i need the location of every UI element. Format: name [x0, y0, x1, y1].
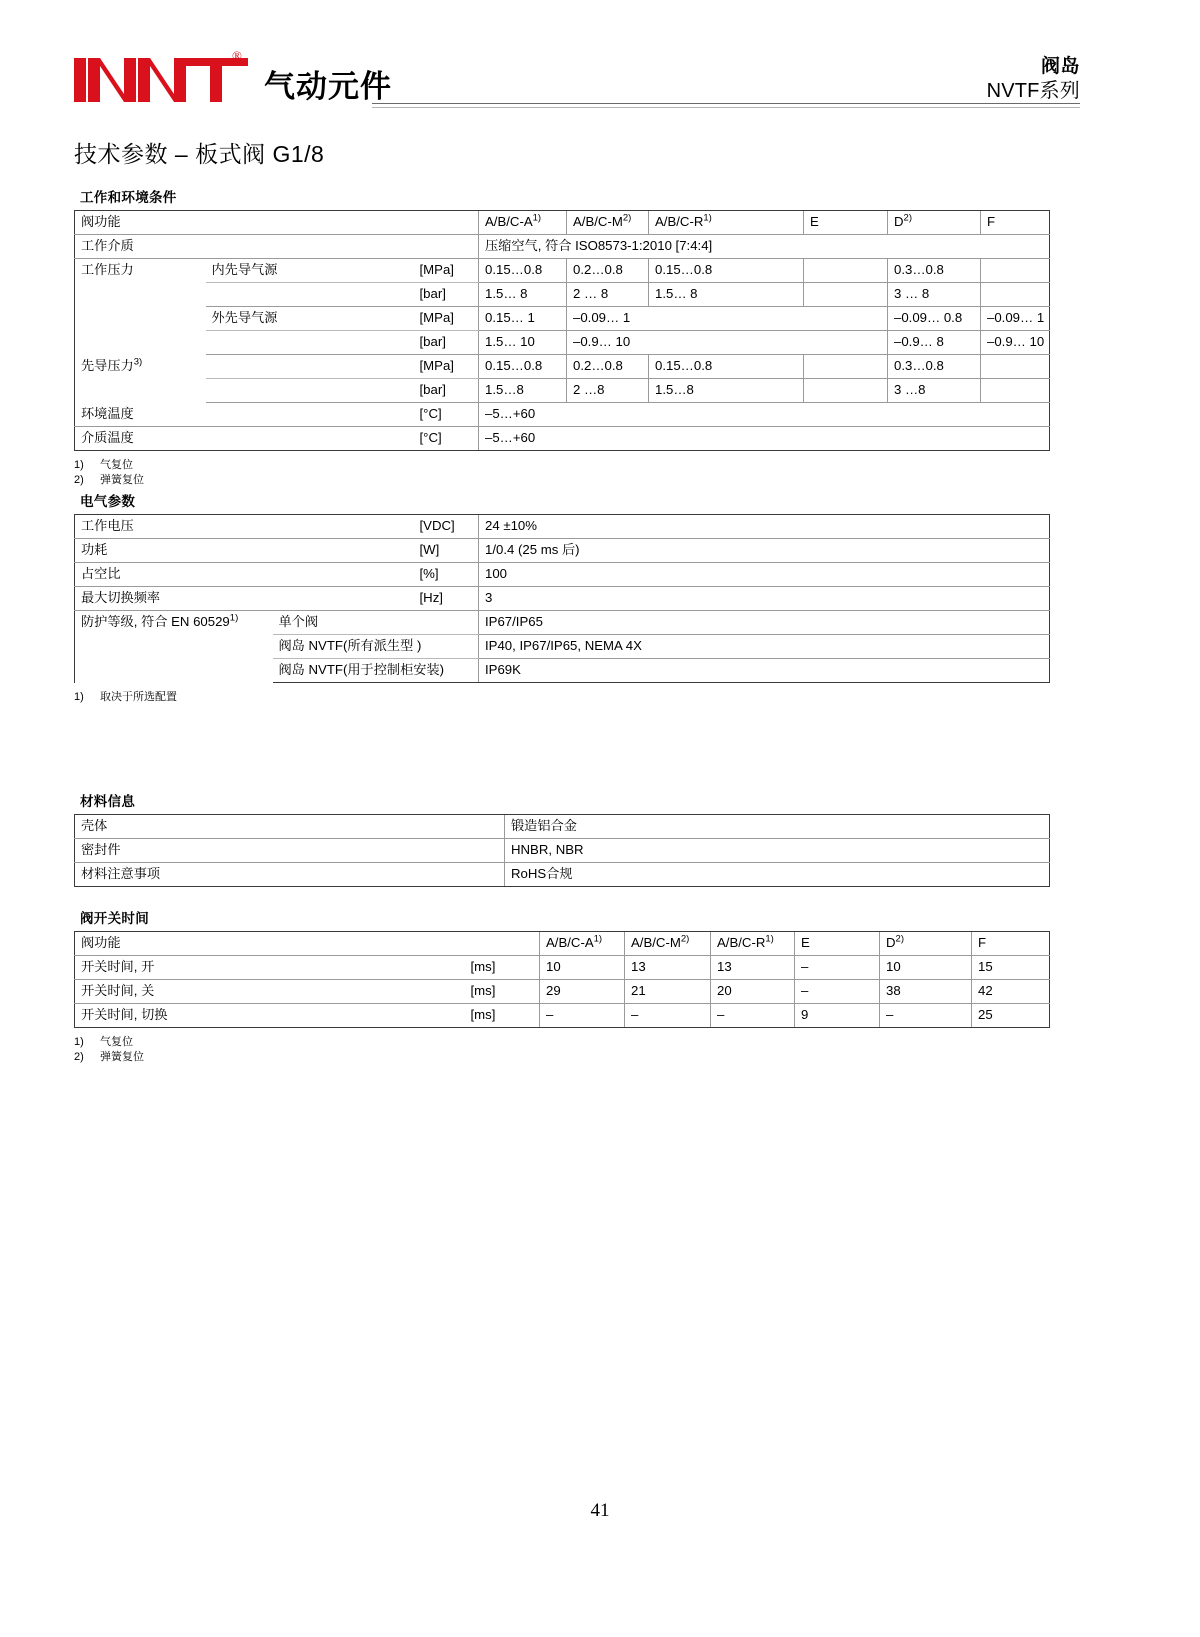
row-sub: 外先导气源	[206, 307, 414, 331]
footnote-item	[74, 1050, 1050, 1065]
cell-value: –0.9… 10	[981, 331, 1050, 355]
table-row	[75, 932, 1050, 956]
row-sub	[206, 403, 414, 427]
nnt-logo-icon	[72, 48, 250, 104]
cell-value: 0.2…0.8	[567, 355, 649, 379]
row-sub: 单个阀	[273, 611, 479, 635]
cell-value: 9	[795, 1004, 880, 1028]
header-title-series: NVTF系列	[986, 80, 1080, 102]
cell-value: 20	[711, 980, 795, 1004]
footnote-text: 弹簧复位	[100, 1051, 144, 1063]
brand-logo	[72, 48, 392, 104]
row-label: 密封件	[75, 839, 505, 863]
cell-value: 0.15… 1	[479, 307, 567, 331]
col-header-4: $D^{2)}$	[888, 211, 981, 235]
table-row	[75, 331, 1050, 355]
col-header-3: E	[804, 211, 888, 235]
row-label: 介质温度	[75, 427, 206, 451]
footnote-item	[74, 473, 1050, 488]
table-operating-conditions	[74, 210, 1050, 451]
col-header-1: $A/B/C-M^{2)}$	[625, 932, 711, 956]
cell-value: 1.5… 10	[479, 331, 567, 355]
row-sub: 阀岛 NVTF(用于控制柜安装)	[273, 659, 479, 683]
row-label: 功耗	[75, 539, 414, 563]
row-label: 材料注意事项	[75, 863, 505, 887]
footnote-number: 1)	[74, 1036, 84, 1048]
section-label-switching: 阀开关时间	[80, 911, 149, 926]
row-sub	[206, 283, 414, 307]
page-header	[0, 0, 1200, 120]
cell-value: 25	[972, 1004, 1050, 1028]
cell-value: 0.15…0.8	[649, 355, 804, 379]
row-unit: [VDC]	[414, 515, 479, 539]
row-value-span: 压缩空气, 符合 ISO8573-1:2010 [7:4:4]	[479, 235, 1050, 259]
cell-value: 1/0.4 (25 ms 后)	[479, 539, 1050, 563]
table-row	[75, 1004, 1050, 1028]
table-row	[75, 403, 1050, 427]
row-sub	[206, 331, 414, 355]
cell-value: 0.2…0.8	[567, 259, 649, 283]
cell-value: IP67/IP65	[479, 611, 1050, 635]
row-label: 环境温度	[75, 403, 206, 427]
row-sub	[206, 379, 414, 403]
footnote-text: 气复位	[100, 459, 133, 471]
cell-value: –	[625, 1004, 711, 1028]
row-unit: [°C]	[414, 427, 479, 451]
cell-value: 13	[711, 956, 795, 980]
row-label: 壳体	[75, 815, 505, 839]
cell-value: –	[711, 1004, 795, 1028]
cell-value: 21	[625, 980, 711, 1004]
table-row	[75, 211, 1050, 235]
row-unit: [MPa]	[414, 307, 479, 331]
cell-value	[804, 283, 888, 307]
row-label: 工作压力	[75, 259, 206, 355]
table-row	[75, 563, 1050, 587]
table-row	[75, 235, 1050, 259]
table-row	[75, 956, 1050, 980]
row-label: 阀功能	[75, 211, 206, 235]
cell-value: 0.3…0.8	[888, 259, 981, 283]
row-unit: [ms]	[465, 980, 540, 1004]
col-header-0: $A/B/C-A^{1)}$	[540, 932, 625, 956]
footnote-number: 2)	[74, 1051, 84, 1063]
section-operating-conditions	[74, 186, 1050, 488]
header-divider	[372, 103, 1080, 104]
row-label: 工作介质	[75, 235, 206, 259]
table-row	[75, 863, 1050, 887]
row-unit: [MPa]	[414, 355, 479, 379]
section-material	[74, 790, 1050, 887]
row-sub	[206, 427, 414, 451]
footnotes-switching	[74, 1035, 1050, 1065]
page-title: 技术参数 – 板式阀 G1/8	[74, 141, 325, 167]
table-electrical	[74, 514, 1050, 683]
cell-value: IP69K	[479, 659, 1050, 683]
table-row	[75, 259, 1050, 283]
row-label: 最大切换频率	[75, 587, 414, 611]
col-header-3: E	[795, 932, 880, 956]
cell-value: 锻造铝合金	[505, 815, 1050, 839]
cell-value	[981, 259, 1050, 283]
header-series-info	[987, 55, 1080, 104]
row-unit: [bar]	[414, 283, 479, 307]
table-row	[75, 539, 1050, 563]
row-sub	[206, 211, 414, 235]
col-header-1: $A/B/C-M^{2)}$	[567, 211, 649, 235]
col-header-4: $D^{2)}$	[880, 932, 972, 956]
cell-value: 1.5… 8	[479, 283, 567, 307]
row-unit: [%]	[414, 563, 479, 587]
row-unit: [MPa]	[414, 259, 479, 283]
table-row	[75, 839, 1050, 863]
row-unit: [ms]	[465, 956, 540, 980]
footnote-number: 1)	[74, 459, 84, 471]
section-switching-times	[74, 907, 1050, 1065]
row-value-span: –5…+60	[479, 403, 1050, 427]
cell-value: –0.09… 1	[567, 307, 888, 331]
row-label: 开关时间, 开	[75, 956, 465, 980]
cell-value: 100	[479, 563, 1050, 587]
table-row	[75, 815, 1050, 839]
row-label: 阀功能	[75, 932, 465, 956]
cell-value: 29	[540, 980, 625, 1004]
col-header-5: F	[981, 211, 1050, 235]
row-label: 开关时间, 关	[75, 980, 465, 1004]
cell-value: –0.9… 10	[567, 331, 888, 355]
cell-value: HNBR, NBR	[505, 839, 1050, 863]
row-value-span: –5…+60	[479, 427, 1050, 451]
footnote-item	[74, 1035, 1050, 1050]
col-header-0: $A/B/C-A^{1)}$	[479, 211, 567, 235]
footnote-number: 2)	[74, 474, 84, 486]
cell-value: 15	[972, 956, 1050, 980]
cell-value: 38	[880, 980, 972, 1004]
cell-value: 0.15…0.8	[649, 259, 804, 283]
row-unit	[465, 932, 540, 956]
cell-value: 0.15…0.8	[479, 259, 567, 283]
cell-value: –0.09… 1	[981, 307, 1050, 331]
logo-subtitle: 气动元件	[264, 69, 392, 104]
row-label: 开关时间, 切换	[75, 1004, 465, 1028]
table-row	[75, 427, 1050, 451]
table-row	[75, 283, 1050, 307]
table-row	[75, 980, 1050, 1004]
row-unit: [Hz]	[414, 587, 479, 611]
row-label: 工作电压	[75, 515, 414, 539]
registered-trademark-icon: ®	[232, 48, 242, 63]
row-sub	[206, 355, 414, 379]
table-material	[74, 814, 1050, 887]
row-label: 先导压力$^{3)}$	[75, 355, 206, 403]
cell-value: 42	[972, 980, 1050, 1004]
table-row	[75, 379, 1050, 403]
cell-value: 2 …8	[567, 379, 649, 403]
row-unit: [ms]	[465, 1004, 540, 1028]
section-electrical	[74, 490, 1050, 705]
cell-value: 10	[880, 956, 972, 980]
section-label-operating: 工作和环境条件	[80, 190, 177, 205]
cell-value	[804, 379, 888, 403]
table-row	[75, 355, 1050, 379]
cell-value: 2 … 8	[567, 283, 649, 307]
cell-value: 10	[540, 956, 625, 980]
cell-value: 1.5… 8	[649, 283, 804, 307]
cell-value: 3	[479, 587, 1050, 611]
cell-value: –	[880, 1004, 972, 1028]
cell-value	[981, 379, 1050, 403]
col-header-2: $A/B/C-R^{1)}$	[711, 932, 795, 956]
footnote-item	[74, 458, 1050, 473]
footnote-number: 1)	[74, 691, 84, 703]
section-label-material: 材料信息	[80, 794, 136, 809]
row-sub: 阀岛 NVTF(所有派生型 )	[273, 635, 479, 659]
table-row	[75, 515, 1050, 539]
footnote-text: 取决于所选配置	[100, 691, 177, 703]
footnote-text: 气复位	[100, 1036, 133, 1048]
footnote-text: 弹簧复位	[100, 474, 144, 486]
cell-value: –	[795, 956, 880, 980]
cell-value: 13	[625, 956, 711, 980]
cell-value	[981, 355, 1050, 379]
row-unit: [°C]	[414, 403, 479, 427]
col-header-2: $A/B/C-R^{1)}$	[649, 211, 804, 235]
cell-value: –0.9… 8	[888, 331, 981, 355]
cell-value	[804, 355, 888, 379]
footnotes-operating	[74, 458, 1050, 488]
cell-value	[804, 259, 888, 283]
cell-value: 1.5…8	[649, 379, 804, 403]
row-unit	[414, 235, 479, 259]
cell-value: 24 ±10%	[479, 515, 1050, 539]
row-unit: [bar]	[414, 379, 479, 403]
cell-value: 3 … 8	[888, 283, 981, 307]
page-number: 41	[590, 1500, 610, 1521]
table-row	[75, 587, 1050, 611]
col-header-5: F	[972, 932, 1050, 956]
table-row	[75, 307, 1050, 331]
table-switching-times	[74, 931, 1050, 1028]
cell-value: –0.09… 0.8	[888, 307, 981, 331]
cell-value: 3 …8	[888, 379, 981, 403]
row-unit: [W]	[414, 539, 479, 563]
cell-value	[981, 283, 1050, 307]
cell-value: 0.3…0.8	[888, 355, 981, 379]
row-sub	[206, 235, 414, 259]
cell-value: 0.15…0.8	[479, 355, 567, 379]
header-title-cn: 阀岛	[1040, 56, 1080, 77]
table-row	[75, 611, 1050, 635]
cell-value: –	[795, 980, 880, 1004]
row-label: 防护等级, 符合 EN 60529$^{1)}$	[75, 611, 273, 683]
section-label-electrical: 电气参数	[80, 494, 136, 509]
row-unit: [bar]	[414, 331, 479, 355]
row-label: 占空比	[75, 563, 414, 587]
cell-value: RoHS合规	[505, 863, 1050, 887]
row-unit	[414, 211, 479, 235]
cell-value: –	[540, 1004, 625, 1028]
row-sub: 内先导气源	[206, 259, 414, 283]
footnote-item	[74, 690, 1050, 705]
cell-value: 1.5…8	[479, 379, 567, 403]
cell-value: IP40, IP67/IP65, NEMA 4X	[479, 635, 1050, 659]
footnotes-electrical	[74, 690, 1050, 705]
header-divider-secondary	[372, 107, 1080, 108]
